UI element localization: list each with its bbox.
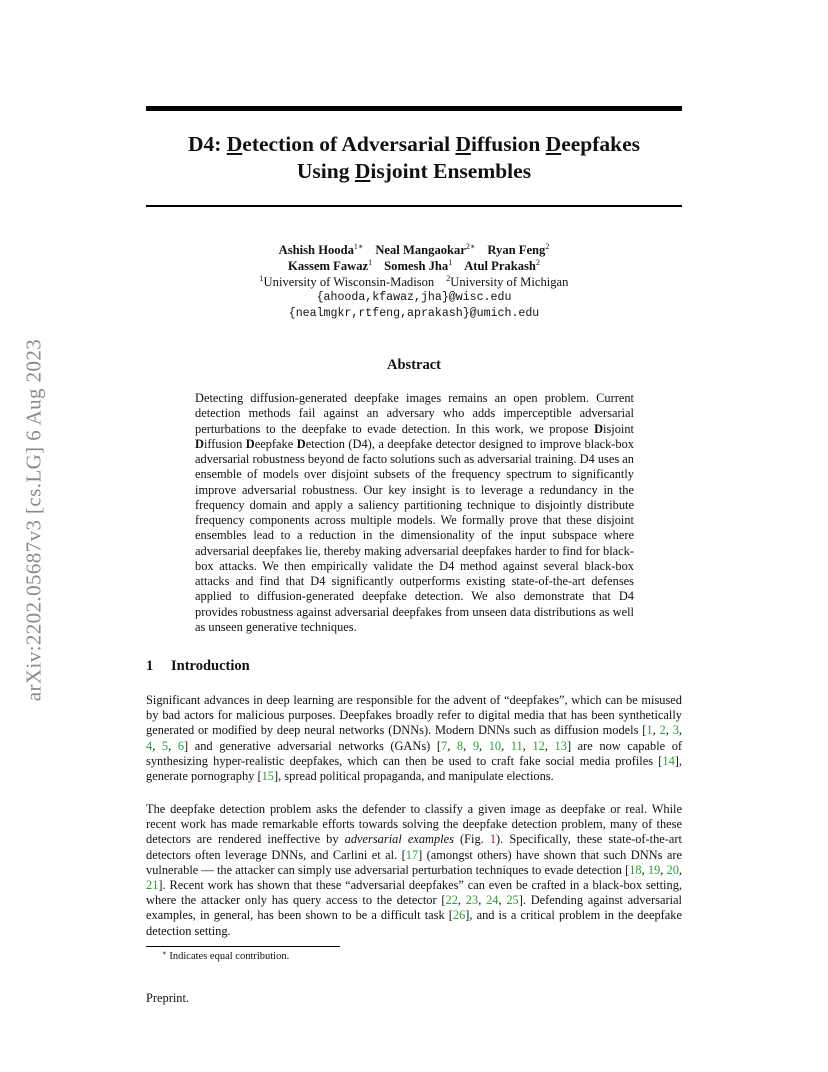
text-run: , bbox=[678, 862, 683, 877]
title-text: eepfakes bbox=[561, 132, 641, 156]
title-text: D4: bbox=[187, 132, 227, 156]
text-run: Detecting diffusion-generated deepfake images remains an open problem. Current detection methods fail against an adversary who adds imperceptible adversarial perturbations to the deepfake to evade detection. In this work, we propose bbox=[195, 391, 634, 436]
text-run: , bbox=[498, 893, 507, 908]
affiliation-marker: 2 bbox=[446, 274, 451, 283]
citation-link[interactable]: 9 bbox=[472, 738, 480, 753]
text-run: , bbox=[660, 862, 667, 877]
affiliation-marker: 1 bbox=[259, 274, 264, 283]
text-run: , bbox=[463, 738, 473, 753]
author-marker: 2 bbox=[535, 258, 540, 267]
citation-link[interactable]: 8 bbox=[456, 738, 464, 753]
text-run: The deepfake detection problem asks the defender to classify a given image as deepfake or real. While recent work has made remarkable efforts towards solving the deepfake detection problem, many of these detectors are rendered ineffective by bbox=[146, 802, 682, 847]
author-row bbox=[146, 258, 682, 274]
author-marker: 1∗ bbox=[353, 242, 364, 251]
footnote-mark: ∗ bbox=[162, 949, 167, 957]
title-initial: D bbox=[226, 132, 243, 156]
title-initial: D bbox=[545, 132, 562, 156]
text-run: ]. Defending against adversarial examples, in general, has been shown to be a difficult task [ bbox=[146, 893, 682, 923]
title-text: etection of Adversarial bbox=[242, 132, 456, 156]
abstract-body bbox=[195, 391, 634, 635]
text-run: , bbox=[678, 723, 682, 738]
author-name: Neal Mangaokar$^{2∗}$ bbox=[375, 242, 476, 257]
text-run: isjoint bbox=[603, 421, 634, 436]
text-run: etection (D4), a deepfake detector designed to improve black-box adversarial robustness beyond de facto solutions such as adversarial training. D4 uses an ensemble of models over disjoint subsets of the frequency spectrum to significantly improve adversarial robustness. Our key insight is to leverage a redundancy in the frequency domain and apply a saliency partitioning technique to disjointly distribute frequency components across multiple models. We formally prove that these disjoint ensembles lead to a reduction in the dimensionality of the input subspace where adversarial deepfakes lie, thereby making adversarial deepfakes harder to find for black-box attacks. We then empirically validate the D4 method against several black-box attacks and find that D4 significantly outperforms existing state-of-the-art defenses applied to diffusion-generated deepfake detection. We also demonstrate that D4 provides robustness against adversarial deepfakes from unseen data distributions as well as unseen generative techniques. bbox=[195, 436, 634, 634]
section-number: 1 bbox=[146, 658, 154, 674]
citation-link[interactable]: 23 bbox=[465, 893, 479, 908]
title-initial: D bbox=[354, 159, 371, 183]
footer-preprint: Preprint. bbox=[146, 991, 190, 1005]
figure-ref-link[interactable]: 1 bbox=[489, 832, 497, 847]
text-run: , bbox=[447, 738, 457, 753]
author-name: Somesh Jha$^1$ bbox=[384, 258, 453, 273]
text-run: , bbox=[152, 738, 162, 753]
citation-link[interactable]: 2 bbox=[659, 723, 666, 738]
text-run: (Fig. bbox=[453, 832, 490, 847]
author-email: {ahooda,kfawaz,jha}@wisc.edu bbox=[316, 291, 512, 304]
text-run: ], generate pornography [ bbox=[146, 753, 682, 784]
citation-link[interactable]: 25 bbox=[506, 893, 519, 908]
text-run: , bbox=[522, 738, 533, 753]
citation-link[interactable]: 26 bbox=[452, 908, 466, 923]
author-marker: 1 bbox=[368, 258, 373, 267]
author-marker: 2 bbox=[545, 242, 550, 251]
text-run: eepfake bbox=[254, 436, 297, 451]
citation-link[interactable]: 6 bbox=[177, 738, 185, 753]
footnote-rule bbox=[146, 946, 340, 947]
citation-link[interactable]: 4 bbox=[146, 738, 153, 753]
author-marker: 1 bbox=[448, 258, 453, 267]
author-name: Atul Prakash$^2$ bbox=[464, 258, 540, 273]
footnote bbox=[162, 951, 289, 962]
section-title: Introduction bbox=[171, 658, 250, 674]
intro-paragraph bbox=[146, 802, 682, 939]
text-run: , bbox=[665, 723, 673, 738]
citation-link[interactable]: 11 bbox=[510, 738, 523, 753]
bold-initial: D bbox=[245, 436, 255, 451]
title-initial: D bbox=[455, 132, 471, 156]
citation-link[interactable]: 3 bbox=[672, 723, 679, 738]
author-name: Ryan Feng$^2$ bbox=[487, 242, 550, 257]
section-heading bbox=[146, 658, 250, 675]
text-run: , bbox=[457, 893, 466, 908]
text-run: ]. Recent work has shown that these “adversarial deepfakes” can even be crafted in a black-box setting, where the attacker only has query access to the detector [ bbox=[146, 878, 682, 908]
text-run: Significant advances in deep learning are responsible for the advent of “deepfakes”, which can be misused by bad actors for malicious purposes. Deepfakes broadly refer to digital media that has been synthetically generated or modified by deep neural networks (DNNs). Modern DNNs such as diffusion models [ bbox=[146, 693, 682, 738]
emphasis: adversarial examples bbox=[344, 832, 454, 847]
text-run: ] (amongst others) have shown that such DNNs are vulnerable — the attacker can simply use adversarial perturbation techniques to evade detection [ bbox=[146, 847, 682, 877]
title-top-rule bbox=[146, 106, 682, 111]
arxiv-sidebar-stamp bbox=[22, 285, 46, 755]
bold-initial: D bbox=[195, 436, 204, 451]
text-run: , bbox=[479, 738, 489, 753]
text-run: , bbox=[652, 723, 660, 738]
text-run: ], spread political propaganda, and manipulate elections. bbox=[273, 769, 554, 784]
citation-link[interactable]: 18 bbox=[629, 862, 642, 877]
abstract-heading: Abstract bbox=[387, 357, 441, 373]
text-run: iffusion bbox=[203, 436, 246, 451]
citation-link[interactable]: 20 bbox=[666, 862, 679, 877]
affiliation-name: University of Wisconsin-Madison bbox=[263, 275, 435, 289]
affiliation-name: University of Michigan bbox=[450, 275, 569, 289]
arxiv-identifier: arXiv:2202.05687v3 [cs.LG] 6 Aug 2023 bbox=[21, 338, 46, 702]
citation-link[interactable]: 13 bbox=[554, 738, 567, 753]
author-block bbox=[146, 242, 682, 322]
text-run: , bbox=[544, 738, 555, 753]
citation-link[interactable]: 19 bbox=[647, 862, 661, 877]
text-run: ] are now capable of synthesizing hyper-realistic deepfakes, which can then be used to craft fake social media profiles [ bbox=[146, 738, 683, 768]
text-run: , bbox=[501, 738, 511, 753]
author-name: Ashish Hooda$^{1∗}$ bbox=[278, 242, 364, 257]
citation-link[interactable]: 7 bbox=[441, 738, 448, 753]
text-run: , bbox=[641, 862, 648, 877]
citation-link[interactable]: 17 bbox=[405, 847, 419, 862]
author-name: Kassem Fawaz$^1$ bbox=[288, 258, 373, 273]
citation-link[interactable]: 12 bbox=[532, 738, 545, 753]
citation-link[interactable]: 15 bbox=[261, 769, 274, 784]
footnote-text: Indicates equal contribution. bbox=[169, 951, 290, 962]
title-bottom-rule bbox=[146, 205, 682, 207]
citation-link[interactable]: 21 bbox=[146, 878, 159, 893]
text-run: , bbox=[478, 893, 487, 908]
citation-link[interactable]: 24 bbox=[486, 893, 499, 908]
citation-link[interactable]: 22 bbox=[445, 893, 458, 908]
title-text: iffusion bbox=[470, 132, 546, 156]
author-row bbox=[146, 242, 682, 258]
affiliations bbox=[146, 274, 682, 290]
text-run: ], and is a critical problem in the deepfake detection setting. bbox=[146, 908, 682, 938]
bold-initial: D bbox=[594, 421, 604, 436]
author-email: {nealmgkr,rtfeng,aprakash}@umich.edu bbox=[288, 307, 540, 320]
paper-title bbox=[146, 131, 682, 185]
citation-link[interactable]: 1 bbox=[646, 723, 653, 738]
text-run: , bbox=[168, 738, 178, 753]
title-text: isjoint Ensembles bbox=[370, 159, 532, 183]
title-text: Using bbox=[296, 159, 355, 183]
text-run: ] and generative adversarial networks (GANs) [ bbox=[184, 738, 441, 753]
text-run: ). Specifically, these state-of-the-art detectors often leverage DNNs, and Carlini et al. [ bbox=[146, 832, 682, 862]
bold-initial: D bbox=[296, 436, 306, 451]
citation-link[interactable]: 5 bbox=[161, 738, 169, 753]
intro-paragraph bbox=[146, 693, 682, 784]
citation-link[interactable]: 14 bbox=[662, 753, 675, 768]
author-marker: 2∗ bbox=[465, 242, 476, 251]
citation-link[interactable]: 10 bbox=[488, 738, 502, 753]
